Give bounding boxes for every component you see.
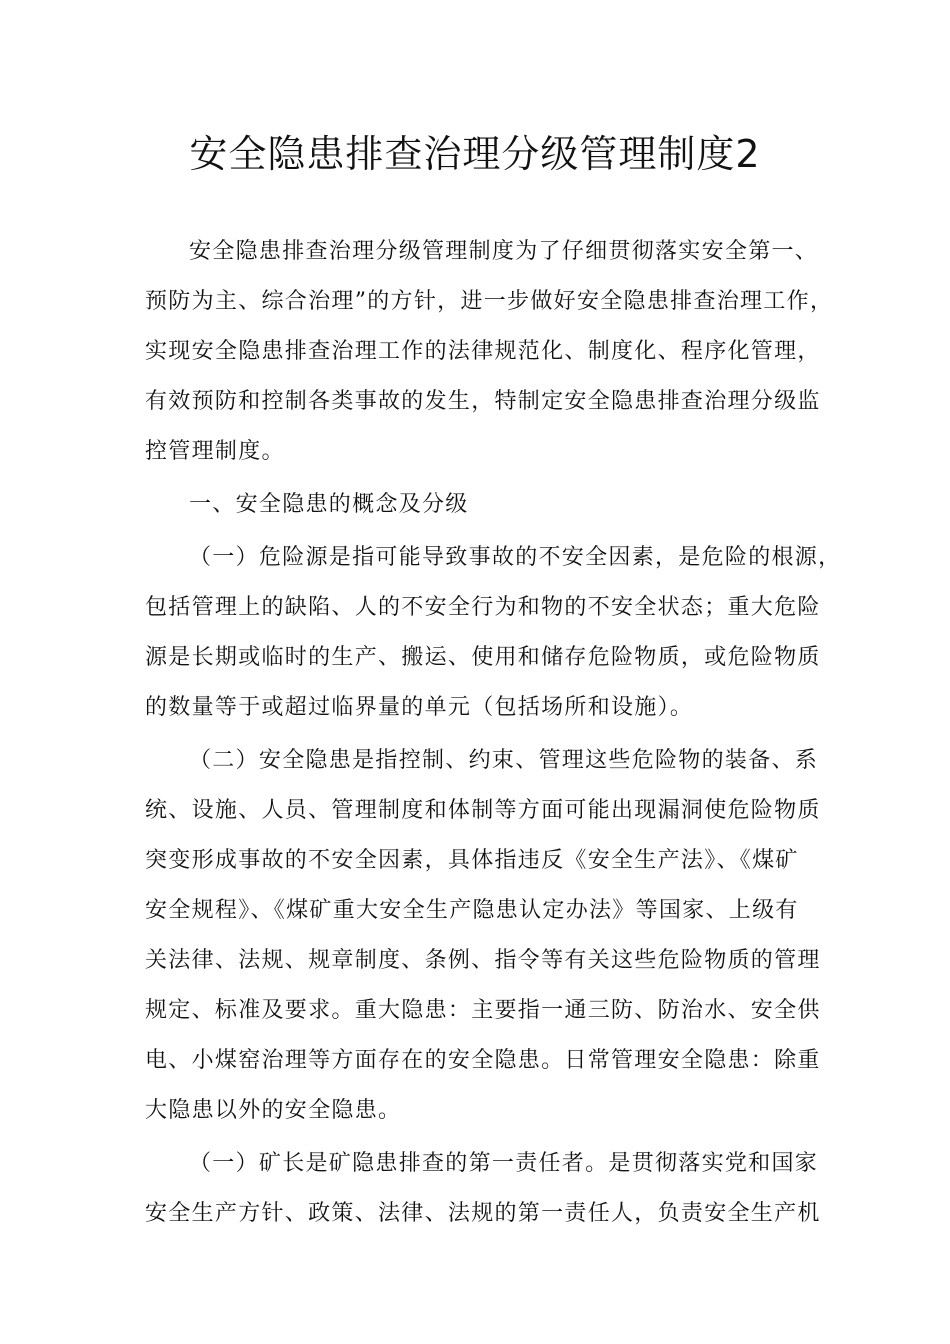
hazard-source-paragraph [145, 533, 842, 733]
paragraph-line: 控管理制度。 [145, 439, 285, 464]
paragraph-line: 安全隐患排查治理分级管理制度为了仔细贯彻落实安全第一、 [189, 239, 819, 264]
heading-line: 一、安全隐患的概念及分级 [189, 492, 469, 517]
paragraph-line: 有效预防和控制各类事故的发生，特制定安全隐患排查治理分级监 [145, 389, 821, 414]
paragraph-line: 突变形成事故的不安全因素，具体指违反《安全生产法》、《煤矿 [145, 848, 799, 873]
hidden-danger-paragraph [145, 736, 835, 1136]
mine-director-paragraph [145, 1139, 835, 1239]
paragraph-line: 安全规程》、《煤矿重大安全生产隐患认定办法》等国家、上级有 [145, 898, 799, 923]
intro-paragraph [145, 227, 835, 477]
paragraph-line: 源是长期或临时的生产、搬运、使用和储存危险物质，或危险物质 [145, 645, 821, 670]
paragraph-line: （二）安全隐患是指控制、约束、管理这些危险物的装备、系 [189, 748, 819, 773]
paragraph-line: 电、小煤窑治理等方面存在的安全隐患。日常管理安全隐患：除重 [145, 1048, 821, 1073]
paragraph-line: 关法律、法规、规章制度、条例、指令等有关这些危险物质的管理 [145, 948, 821, 973]
paragraph-line: 安全生产方针、政策、法律、法规的第一责任人，负责安全生产机 [145, 1201, 821, 1226]
paragraph-line: 预防为主、综合治理”的方针，进一步做好安全隐患排查治理工作， [145, 289, 834, 314]
paragraph-line: 的数量等于或超过临界量的单元（包括场所和设施）。 [145, 695, 694, 720]
paragraph-line: 实现安全隐患排查治理工作的法律规范化、制度化、程序化管理， [145, 339, 821, 364]
document-title: 安全隐患排查治理分级管理制度2 [189, 132, 761, 176]
paragraph-line: （一）危险源是指可能导致事故的不安全因素，是危险的根源， [189, 545, 842, 570]
paragraph-line: 规定、标准及要求。重大隐患：主要指一通三防、防治水、安全供 [145, 998, 821, 1023]
paragraph-line: 包括管理上的缺陷、人的不安全行为和物的不安全状态；重大危险 [145, 595, 821, 620]
paragraph-line: 大隐患以外的安全隐患。 [145, 1098, 402, 1123]
paragraph-line: （一）矿长是矿隐患排查的第一责任者。是贯彻落实党和国家 [189, 1151, 819, 1176]
section-heading [145, 480, 835, 530]
paragraph-line: 统、设施、人员、管理制度和体制等方面可能出现漏洞使危险物质 [145, 798, 821, 823]
document-body [145, 227, 842, 1242]
